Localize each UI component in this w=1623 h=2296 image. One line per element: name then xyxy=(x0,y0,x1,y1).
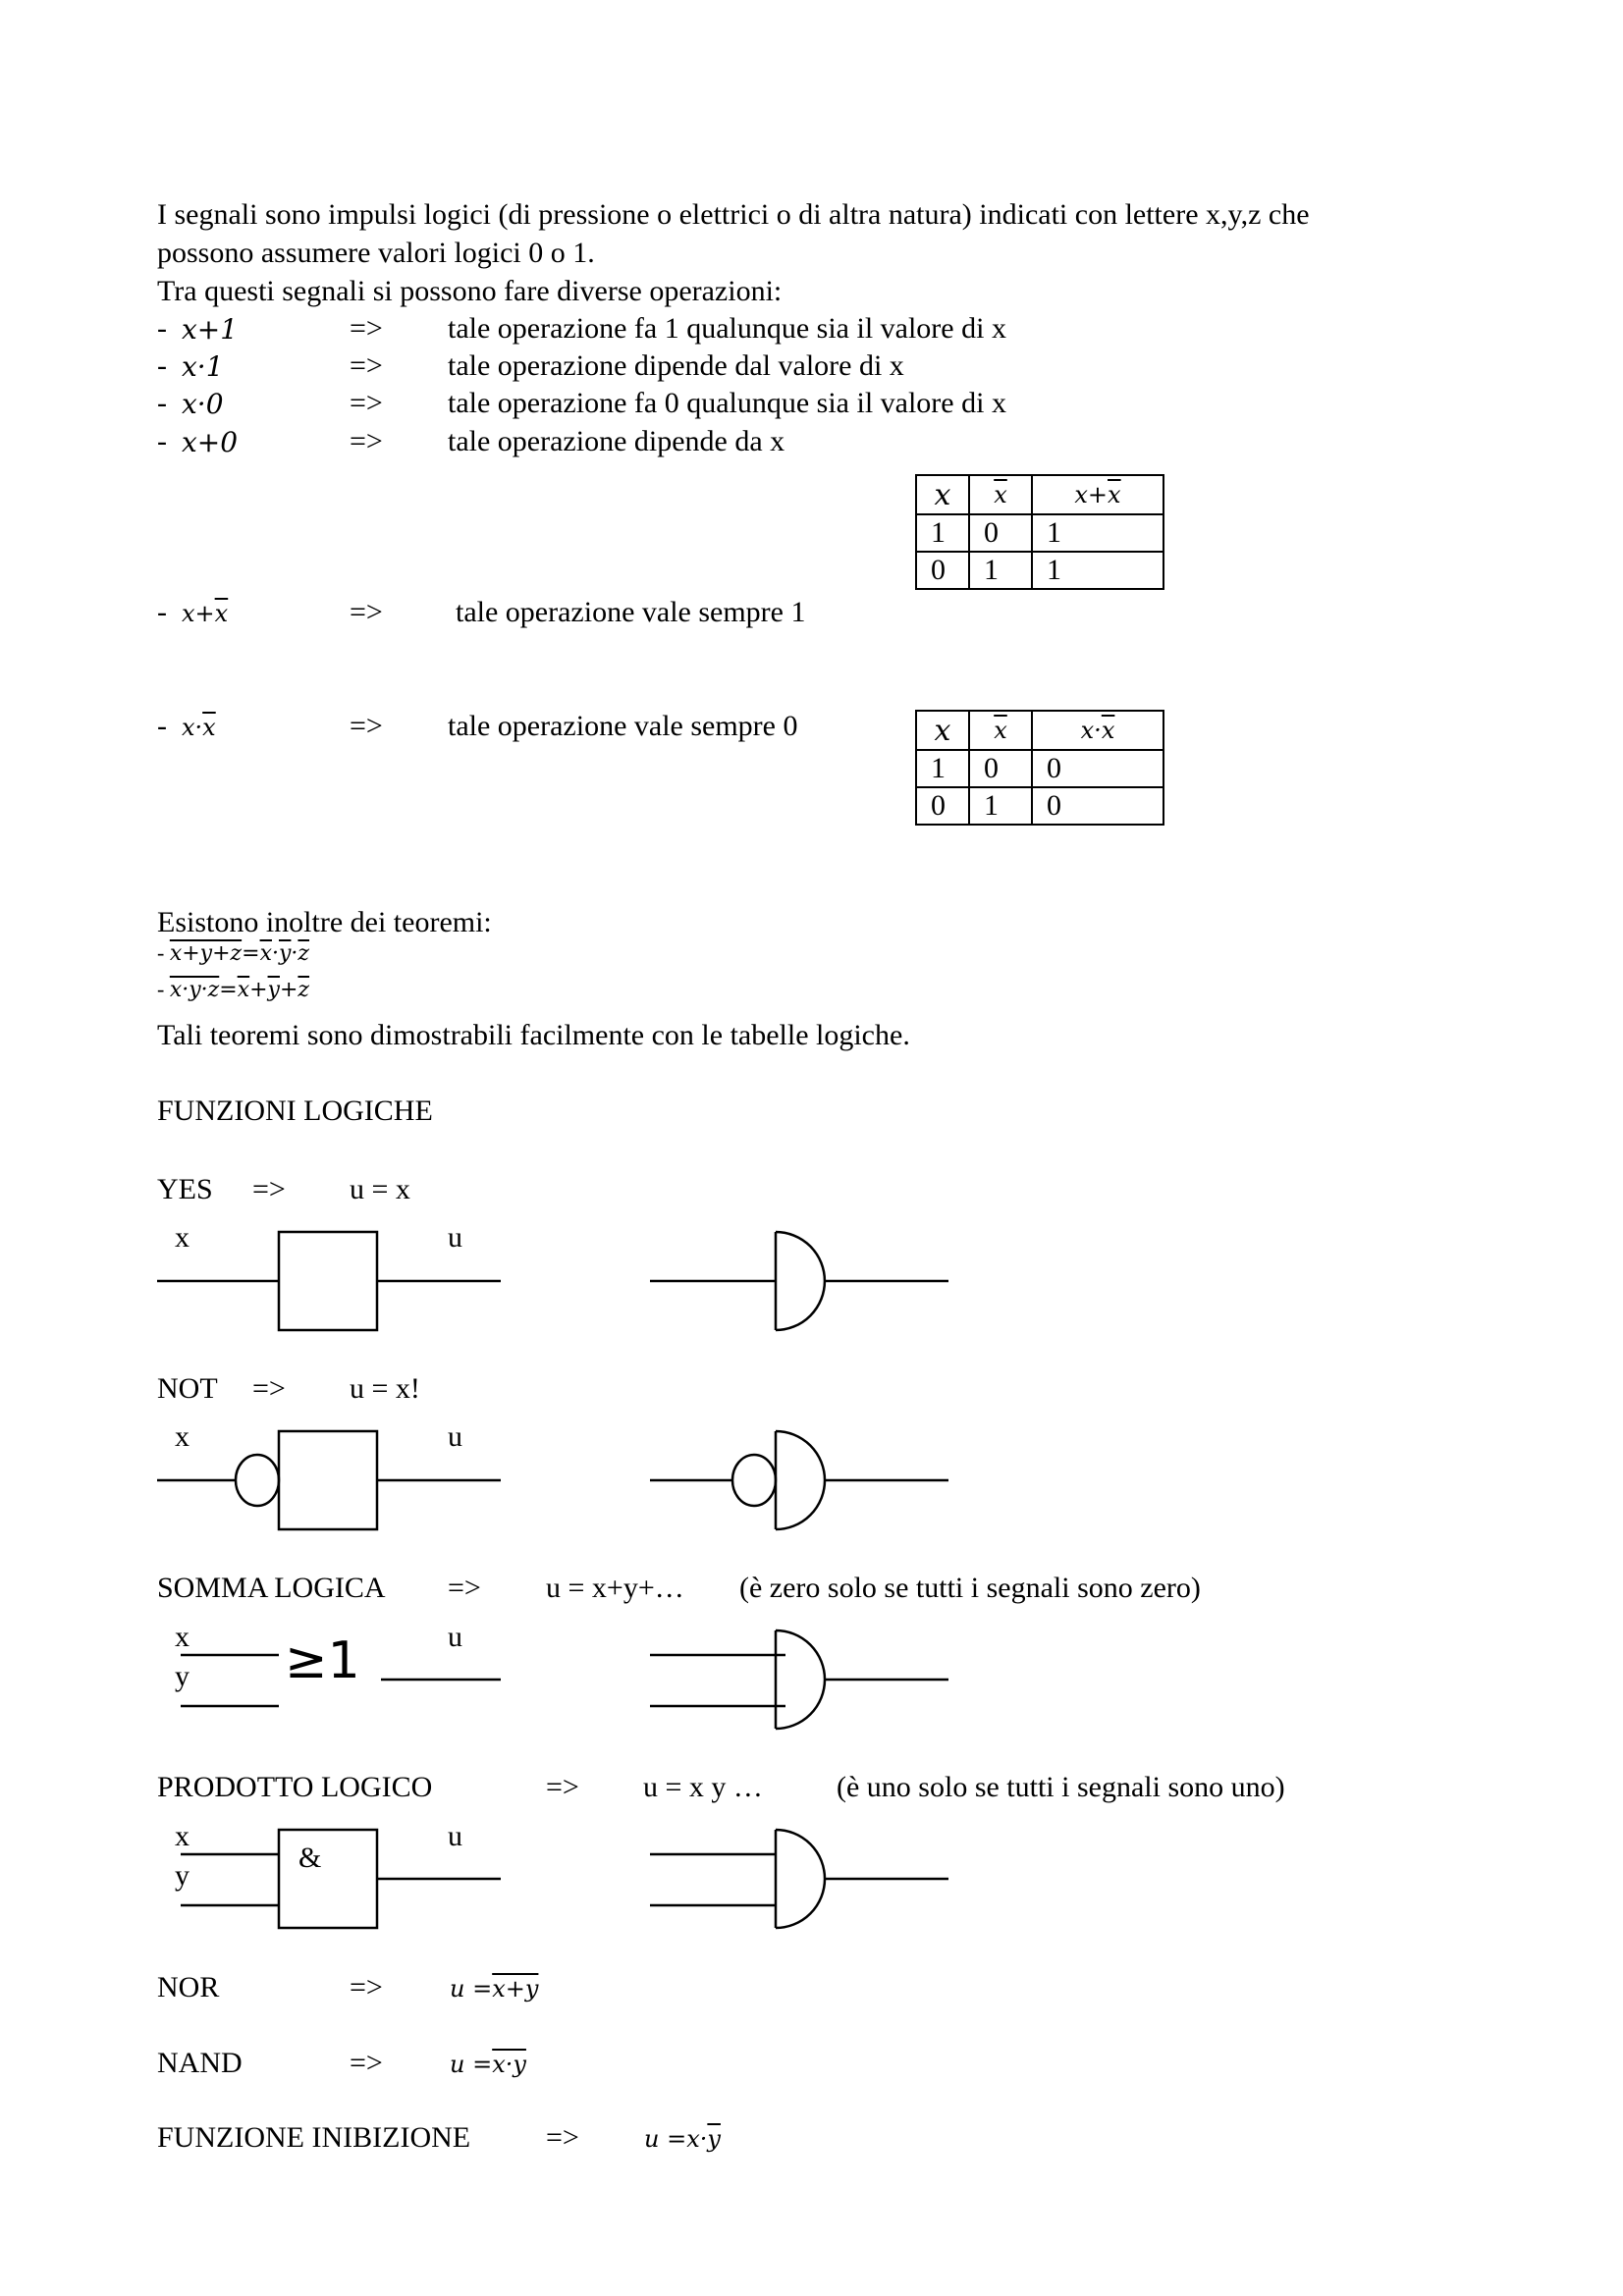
op-desc: tale operazione vale sempre 1 xyxy=(456,596,806,628)
and-symbol-gate xyxy=(650,1830,948,1928)
intro-line-2: possono assumere valori logici 0 o 1. xyxy=(157,237,595,269)
not-input-label: x xyxy=(175,1420,189,1453)
op-dash: - xyxy=(157,425,167,457)
and-name: PRODOTTO LOGICO xyxy=(157,1771,433,1803)
op-dash: - xyxy=(157,710,167,742)
op-desc: tale operazione fa 1 qualunque sia il valore di x xyxy=(448,312,1006,345)
yes-arrow: => xyxy=(252,1173,286,1205)
not-output-label: u xyxy=(448,1420,462,1453)
and-formula: u = x y … xyxy=(643,1771,763,1803)
table-cell: 0 xyxy=(969,750,1032,787)
table-header: x xyxy=(916,711,969,750)
yes-output-label: u xyxy=(448,1221,462,1254)
table-cell: 0 xyxy=(916,787,969,825)
not-symbol-gate xyxy=(650,1431,948,1529)
table-cell: 0 xyxy=(916,552,969,589)
or-name: SOMMA LOGICA xyxy=(157,1572,386,1604)
op-arrow: => xyxy=(350,596,383,628)
op-arrow: => xyxy=(350,710,383,742)
or-arrow: => xyxy=(448,1572,481,1604)
table-header: $x+\overline{x}$ xyxy=(1032,475,1163,514)
op-dash: - xyxy=(157,387,167,419)
op-desc: tale operazione dipende da x xyxy=(448,425,785,457)
op-desc: tale operazione fa 0 qualunque sia il valore di x xyxy=(448,387,1006,419)
op-expr: x+0 xyxy=(182,426,239,458)
or-note: (è zero solo se tutti i segnali sono zero) xyxy=(739,1572,1201,1604)
table-cell: 0 xyxy=(1032,787,1163,825)
table-header: $\overline{x}$ xyxy=(969,711,1032,750)
yes-input-label: x xyxy=(175,1221,189,1254)
op-expr: x·0 xyxy=(182,388,224,420)
or-input-x-label: x xyxy=(175,1621,189,1653)
op-arrow: => xyxy=(350,425,383,457)
and-arrow: => xyxy=(546,1771,579,1803)
table-header: x xyxy=(916,475,969,514)
not-block-gate xyxy=(157,1431,501,1529)
nor-arrow: => xyxy=(350,1971,383,2003)
theorems-intro: Esistono inoltre dei teoremi: xyxy=(157,906,492,938)
table-header: $x\cdot\overline{x}$ xyxy=(1032,711,1163,750)
and-note: (è uno solo se tutti i segnali sono uno) xyxy=(837,1771,1285,1803)
op-dash: - xyxy=(157,349,167,382)
nand-arrow: => xyxy=(350,2047,383,2079)
op-arrow: => xyxy=(350,349,383,382)
yes-symbol-gate xyxy=(650,1232,948,1330)
table-cell: 1 xyxy=(1032,514,1163,552)
yes-name: YES xyxy=(157,1173,213,1205)
nand-formula: u =x·y xyxy=(450,2051,526,2078)
not-formula: u = x! xyxy=(350,1372,420,1405)
table-cell: 0 xyxy=(1032,750,1163,787)
yes-formula: u = x xyxy=(350,1173,410,1205)
and-output-label: u xyxy=(448,1820,462,1852)
or-input-y-label: y xyxy=(175,1660,189,1692)
op-expr: x·1 xyxy=(182,350,224,383)
intro-line-3: Tra questi segnali si possono fare diverse operazioni: xyxy=(157,275,783,307)
and-block-gate xyxy=(181,1830,501,1928)
or-symbol: ≥1 xyxy=(285,1631,360,1690)
and-input-x-label: x xyxy=(175,1820,189,1852)
nor-name: NOR xyxy=(157,1971,220,2003)
op-expr: x+1 xyxy=(182,313,239,346)
op-desc: tale operazione dipende dal valore di x xyxy=(448,349,904,382)
op-desc: tale operazione vale sempre 0 xyxy=(448,710,798,742)
op-and-expr: $x\cdot\overline{x}$ xyxy=(182,714,216,741)
theorems-outro: Tali teoremi sono dimostrabili facilmente con le tabelle logiche. xyxy=(157,1019,910,1051)
table-cell: 0 xyxy=(969,514,1032,552)
table-cell: 1 xyxy=(969,787,1032,825)
op-or-expr: $x+\overline{x}$ xyxy=(182,600,229,627)
or-formula: u = x+y+… xyxy=(546,1572,684,1604)
theorem-1: - $x+y+z=\overline{x}\cdot\overline{y}\cdot\overline{z}$ xyxy=(157,940,310,966)
or-block-gate xyxy=(181,1655,501,1706)
or-output-label: u xyxy=(448,1621,462,1653)
not-arrow: => xyxy=(252,1372,286,1405)
table-cell: 1 xyxy=(916,750,969,787)
table-header: $\overline{x}$ xyxy=(969,475,1032,514)
yes-block-gate xyxy=(157,1232,501,1330)
table-cell: 1 xyxy=(1032,552,1163,589)
inib-name: FUNZIONE INIBIZIONE xyxy=(157,2121,471,2154)
intro-line-1: I segnali sono impulsi logici (di pressione o elettrici o di altra natura) indicati con lettere x,y,z che xyxy=(157,198,1310,231)
op-arrow: => xyxy=(350,387,383,419)
inib-arrow: => xyxy=(546,2121,579,2154)
section-title: FUNZIONI LOGICHE xyxy=(157,1095,433,1127)
table-cell: 1 xyxy=(916,514,969,552)
or-symbol-gate xyxy=(650,1630,948,1729)
op-arrow: => xyxy=(350,312,383,345)
not-name: NOT xyxy=(157,1372,218,1405)
and-symbol: & xyxy=(298,1842,322,1874)
and-input-y-label: y xyxy=(175,1859,189,1892)
table-cell: 1 xyxy=(969,552,1032,589)
op-dash: - xyxy=(157,596,167,628)
op-dash: - xyxy=(157,312,167,345)
nor-formula: u =x+y xyxy=(450,1975,539,2002)
nand-name: NAND xyxy=(157,2047,243,2079)
inib-formula: $u =x\cdot\overline{y}$ xyxy=(644,2125,721,2153)
theorem-2: - $x\cdot y\cdot z=\overline{x}+\overline{y}+\overline{z}$ xyxy=(157,977,310,1002)
